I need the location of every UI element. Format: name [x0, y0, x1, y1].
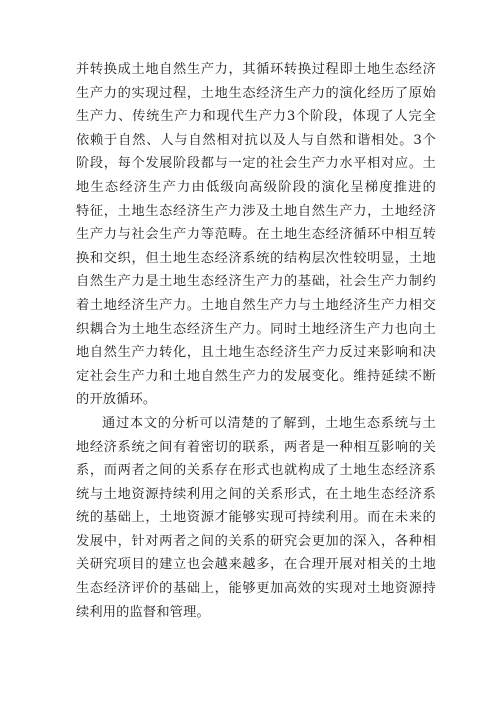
document-page [76, 58, 436, 624]
text-line: 织耦合为土地生态经济生产力。同时土地经济生产力也向土 [76, 321, 436, 337]
text-line: 地生态经济生产力由低级向高级阶段的演化呈梯度推进的 [76, 179, 436, 195]
text-line: 系，而两者之间的关系存在形式也就构成了土地生态经济系 [76, 463, 436, 479]
text-line: 关研究项目的建立也会越来越多，在合理开展对相关的土地 [76, 557, 436, 573]
text-line: 定社会生产力和土地自然生产力的发展变化。维持延续不断 [76, 368, 436, 384]
text-line: 地自然生产力转化，且土地生态经济生产力反过来影响和决 [76, 345, 436, 361]
text-line: 的开放循环。 [76, 392, 157, 408]
text-line: 换和交织，但土地生态经济系统的结构层次性较明显，土地 [76, 250, 436, 266]
text-line: 阶段，每个发展阶段都与一定的社会生产力水平相对应。土 [76, 156, 436, 172]
text-line: 着土地经济生产力。土地自然生产力与土地经济生产力相交 [76, 297, 436, 313]
text-line: 地经济系统之间有着密切的联系，两者是一种相互影响的关 [76, 439, 436, 455]
paragraph-2 [76, 412, 436, 624]
paragraph-1 [76, 58, 436, 412]
text-line: 通过本文的分析可以清楚的了解到，土地生态系统与土 [102, 415, 436, 431]
text-line: 统的基础上，土地资源才能够实现可持续利用。而在未来的 [76, 510, 436, 526]
text-line: 自然生产力是土地生态经济生产力的基础，社会生产力制约 [76, 274, 436, 290]
text-line: 并转换成土地自然生产力，其循环转换过程即土地生态经济 [76, 62, 436, 77]
text-line: 发展中，针对两者之间的关系的研究会更加的深入，各种相 [76, 533, 436, 549]
text-line: 统与土地资源持续利用之间的关系形式，在土地生态经济系 [76, 486, 436, 502]
text-line: 生产力、传统生产力和现代生产力3个阶段，体现了人完全 [76, 109, 436, 125]
text-line: 依赖于自然、人与自然相对抗以及人与自然和谐相处。3个 [76, 132, 436, 148]
text-line: 续利用的监督和管理。 [76, 604, 210, 620]
text-line: 生产力与社会生产力等范畴。在土地生态经济循环中相互转 [76, 227, 436, 243]
text-line: 特征，土地生态经济生产力涉及土地自然生产力，土地经济 [76, 203, 436, 219]
text-line: 生态经济评价的基础上，能够更加高效的实现对土地资源持 [76, 581, 436, 597]
text-line: 生产力的实现过程，土地生态经济生产力的演化经历了原始 [76, 85, 436, 101]
